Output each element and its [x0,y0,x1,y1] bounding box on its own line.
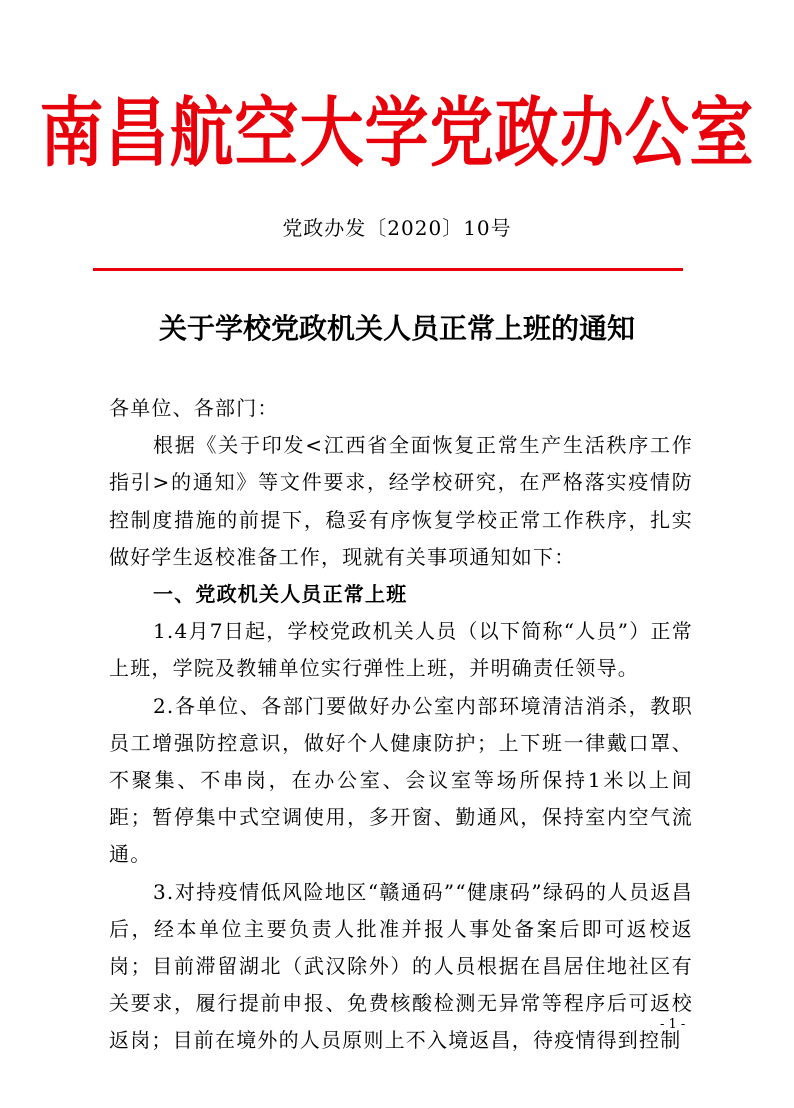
section-heading-1: 一、党政机关人员正常上班 [153,582,408,607]
document-number: 党政办发〔2020〕10号 [282,216,512,240]
notice-body [109,390,693,1060]
red-divider-line [93,268,683,271]
notice-title: 关于学校党政机关人员正常上班的通知 [158,312,635,345]
paragraph-item-1: 1.4月7日起，学校党政机关人员（以下简称“人员”）正常上班，学院及教辅单位实行弹性上班，并明确责任领导。 [109,619,693,681]
masthead-org-name: 南昌航空大学党政办公室 [39,89,755,178]
paragraph-item-3: 3.对持疫情低风险地区“赣通码”“健康码”绿码的人员返昌后，经本单位主要负责人批准并报人事处备案后即可返校返岗；目前滞留湖北（武汉除外）的人员根据在昌居住地社区有关要求，履行提前申报、免费核酸检测无异常等程序后可返校返岗；目前在境外的人员原则上不入境返昌，待疫情得到控制 [109,879,693,1053]
paragraph-intro: 根据《关于印发<江西省全面恢复正常生产生活秩序工作指引>的通知》等文件要求，经学校研究，在严格落实疫情防控制度措施的前提下，稳妥有序恢复学校正常工作秩序，扎实做好学生返校准备工作，现就有关事项通知如下： [109,433,693,569]
salutation: 各单位、各部门： [109,396,279,420]
page-number: - 1 - [660,1017,686,1032]
paragraph-item-2: 2.各单位、各部门要做好办公室内部环境清洁消杀，教职员工增强防控意识，做好个人健康防护；上下班一律戴口罩、不聚集、不串岗，在办公室、会议室等场所保持1米以上间距；暂停集中式空调使用，多开窗、勤通风，保持室内空气流通。 [109,693,693,867]
